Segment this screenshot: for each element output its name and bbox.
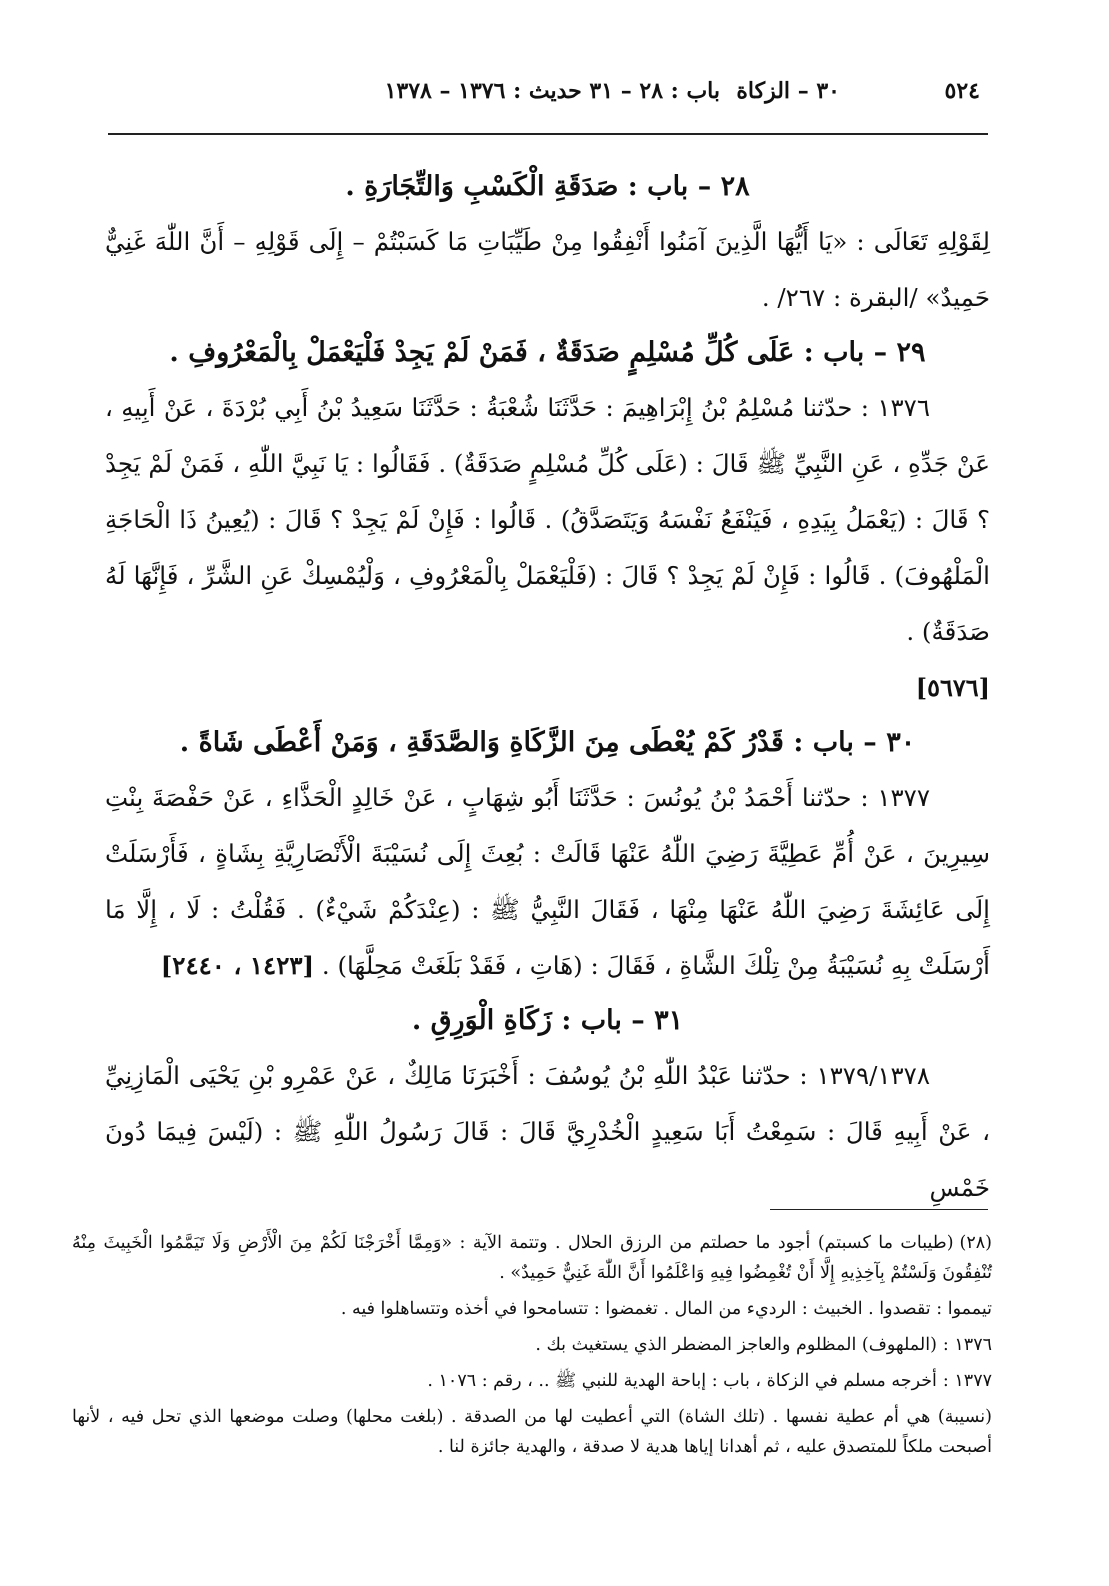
footnote-divider <box>770 1209 988 1210</box>
footnote-1376 <box>72 1330 992 1360</box>
footnote-1377-text: أخرجه مسلم في الزكاة ، باب : إباحة الهدية للنبي ﷺ .. ، رقم : ١٠٧٦ . <box>427 1371 937 1391</box>
footnote-28-continuation: تيمموا : تقصدوا . الخبيث : الرديء من المال . تغمضوا : تتسامحوا في أخذه وتتساهلوا فيه . <box>340 1299 992 1319</box>
hadith-1376-crossref-line <box>105 660 990 716</box>
footnote-1377 <box>72 1366 992 1396</box>
footnote-1377-continuation: (نسيبة) هي أم عطية نفسها . (تلك الشاة) التي أعطيت لها من الصدقة . (بلغت محلها) وصلت موضعها الذي تحل فيه ، لأنها أصبحت ملكاً للمتصدق عليه ، ثم أهدانا إياها هدية لا صدقة ، والهدية جائزة لنا . <box>72 1407 992 1457</box>
hadith-1378-text: ١٣٧٩/١٣٧٨ : حدّثنا عَبْدُ اللّٰهِ بْنُ يُوسُفَ : أَخْبَرَنَا مَالِكٌ ، عَنْ عَمْرِو بْنِ يَحْيَى الْمَازِنِيِّ ، عَنْ أَبِيهِ قَالَ : سَمِعْتُ أَبَا سَعِيدٍ الْخُدْرِيَّ قَالَ : قَالَ رَسُولُ اللّٰهِ ﷺ : (لَيْسَ فِيمَا دُونَ خَمْسِ <box>105 1061 990 1202</box>
hadith-1376-body: ١٣٧٦ : حدّثنا مُسْلِمُ بْنُ إِبْرَاهِيمَ : حَدَّثَنَا شُعْبَةُ : حَدَّثَنَا سَعِيدُ بْنُ أَبِي بُرْدَةَ ، عَنْ أَبِيهِ ، عَنْ جَدِّهِ ، عَنِ النَّبِيِّ ﷺ قَالَ : (عَلَى كُلِّ مُسْلِمٍ صَدَقَةٌ) . فَقَالُوا : يَا نَبِيَّ اللّٰهِ ، فَمَنْ لَمْ يَجِدْ ؟ قَالَ : (يَعْمَلُ بِيَدِهِ ، فَيَنْفَعُ نَفْسَهُ وَيَتَصَدَّقُ) . قَالُوا : فَإِنْ لَمْ يَجِدْ ؟ قَالَ : (يُعِينُ ذَا الْحَاجَةِ الْمَلْهُوفَ) . قَالُوا : فَإِنْ لَمْ يَجِدْ ؟ قَالَ : (فَلْيَعْمَلْ بِالْمَعْرُوفِ ، وَلْيُمْسِكْ عَنِ الشَّرِّ ، فَإِنَّهَا لَهُ صَدَقَةٌ) . <box>105 393 990 646</box>
book-title: ٣٠ – الزكاة <box>736 78 840 104</box>
footnotes <box>72 1228 992 1462</box>
footnote-1376-mark: ١٣٧٦ : <box>942 1335 992 1355</box>
running-header <box>190 78 980 118</box>
hadith-1377-crossref: [١٤٢٣ ، ٢٤٤٠] <box>160 951 315 980</box>
hadith-1376-crossref: [٥٦٧٦] <box>915 673 990 702</box>
chapter-29-title: ٢٩ – باب : عَلَى كُلِّ مُسْلِمٍ صَدَقَةٌ ، فَمَنْ لَمْ يَجِدْ فَلْيَعْمَلْ بِالْمَعْرُوفِ . <box>169 337 926 368</box>
footnote-28 <box>72 1228 992 1288</box>
hadith-1377-body: ١٣٧٧ : حدّثنا أَحْمَدُ بْنُ يُونُسَ : حَدَّثَنَا أَبُو شِهَابٍ ، عَنْ خَالِدٍ الْحَذَّاءِ ، عَنْ حَفْصَةَ بِنْتِ سِيرِينَ ، عَنْ أُمِّ عَطِيَّةَ رَضِيَ اللّٰهُ عَنْهَا قَالَتْ : بُعِثَ إِلَى نُسَيْبَةَ الْأَنْصَارِيَّةِ بِشَاةٍ ، فَأَرْسَلَتْ إِلَى عَائِشَةَ رَضِيَ اللّٰهُ عَنْهَا مِنْهَا ، فَقَالَ النَّبِيُّ ﷺ : (عِنْدَكُمْ شَيْءٌ) . فَقُلْتُ : لَا ، إِلَّا مَا أَرْسَلَتْ بِهِ نُسَيْبَةُ مِنْ تِلْكَ الشَّاةِ ، فَقَالَ : (هَاتِ ، فَقَدْ بَلَغَتْ مَحِلَّهَا) . <box>105 783 990 980</box>
footnote-28-mark: (٢٨) <box>959 1233 992 1253</box>
chapter-30-title: ٣٠ – باب : قَدْرُ كَمْ يُعْطَى مِنَ الزَّكَاةِ وَالصَّدَقَةِ ، وَمَنْ أَعْطَى شَاةً . <box>179 727 916 758</box>
chapter-hadith-range: باب : ٢٨ – ٣١ حديث : ١٣٧٦ – ١٣٧٨ <box>384 78 720 104</box>
header-divider <box>108 133 988 135</box>
chapter-31-title: ٣١ – باب : زَكَاةِ الْوَرِقِ . <box>411 1005 684 1036</box>
chapter-28-title: ٢٨ – باب : صَدَقَةِ الْكَسْبِ وَالتِّجَارَةِ . <box>345 171 750 202</box>
hadith-1377-text <box>105 770 990 994</box>
hadith-1376-text <box>105 380 990 660</box>
footnote-1376-text: (الملهوف) المظلوم والعاجز المضطر الذي يستغيث بك . <box>535 1335 937 1355</box>
chapter-28-text: لِقَوْلِهِ تَعَالَى : «يَا أَيُّهَا الَّذِينَ آمَنُوا أَنْفِقُوا مِنْ طَيِّبَاتِ مَا كَسَبْتُمْ – إِلَى قَوْلِهِ – أَنَّ اللّٰهَ غَنِيٌّ حَمِيدٌ» /البقرة : ٢٦٧/ . <box>105 227 990 312</box>
main-text <box>105 160 990 1216</box>
footnote-1377-mark: ١٣٧٧ : <box>942 1371 992 1391</box>
page-number: ٥٢٤ <box>944 78 980 104</box>
footnote-28-text: (طيبات ما كسبتم) أجود ما حصلتم من الرزق الحلال . وتتمة الآية : «وَمِمَّا أَخْرَجْنَا لَكُمْ مِنَ الْأَرْضِ وَلَا تَيَمَّمُوا الْخَبِيثَ مِنْهُ تُنْفِقُونَ وَلَسْتُمْ بِآخِذِيهِ إِلَّا أَنْ تُغْمِضُوا فِيهِ وَاعْلَمُوا أَنَّ اللّٰهَ غَنِيٌّ حَمِيدٌ» . <box>72 1233 992 1283</box>
